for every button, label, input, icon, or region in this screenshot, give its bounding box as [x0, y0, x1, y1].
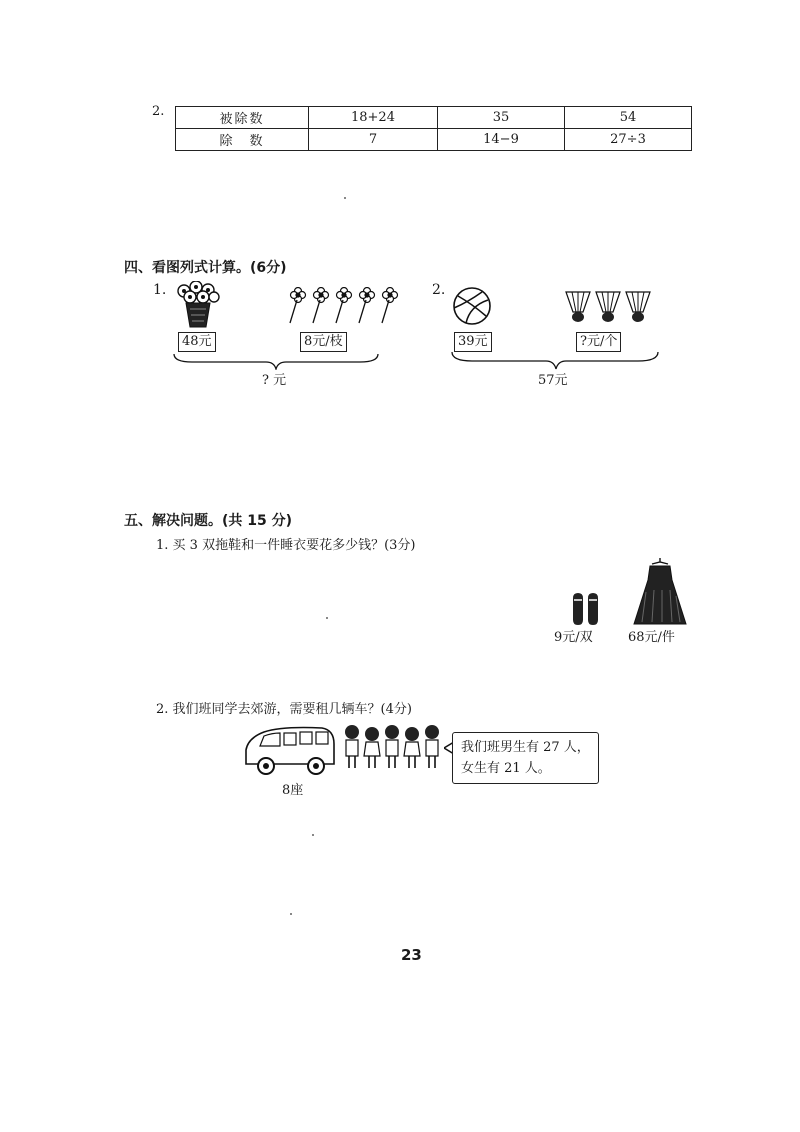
question-text: 1. 买 3 双拖鞋和一件睡衣要花多少钱？(3分) [156, 538, 416, 553]
total-label: 57元 [538, 373, 568, 388]
bus-seats-label: 8座 [282, 783, 304, 798]
table-cell: 27÷3 [565, 129, 692, 151]
bus-icon [242, 724, 338, 776]
price-box: 39元 [454, 332, 492, 352]
table-row [176, 107, 692, 129]
total-brace [450, 350, 660, 370]
speech-bubble [452, 732, 599, 784]
section-4-title: 四、看图列式计算。(6分) [124, 260, 287, 276]
dress-icon [632, 556, 688, 626]
table-cell: 14−9 [438, 129, 565, 151]
question-number: 2. [152, 104, 165, 119]
total-label: ? 元 [262, 373, 287, 388]
price-box: 48元 [178, 332, 216, 352]
single-flower-icons [286, 287, 406, 327]
children-icon [342, 722, 446, 772]
price-box: ?元/个 [576, 332, 621, 352]
scan-speck [344, 197, 346, 199]
question-number: 2. [432, 282, 446, 298]
scan-speck [312, 834, 314, 836]
volleyball-icon [452, 286, 492, 326]
flower-bouquet-icon [174, 281, 222, 329]
table-row [176, 129, 692, 151]
price-label: 9元/双 [554, 630, 593, 645]
division-table [175, 106, 692, 151]
section-5-title: 五、解决问题。(共 15 分) [124, 513, 293, 529]
table-cell: 18+24 [309, 107, 438, 129]
table-cell: 7 [309, 129, 438, 151]
question-text: 2. 我们班同学去郊游，需要租几辆车？(4分) [156, 702, 412, 717]
price-label: 68元/件 [628, 630, 675, 645]
price-box: 8元/枝 [300, 332, 347, 352]
page-number: 23 [401, 946, 422, 964]
slippers-icon [569, 592, 603, 626]
table-row-label: 除 数 [176, 129, 309, 151]
table-cell: 35 [438, 107, 565, 129]
speech-line: 女生有 21 人。 [461, 761, 551, 776]
speech-line: 我们班男生有 27 人， [461, 740, 590, 755]
total-brace [172, 352, 380, 370]
question-number: 1. [153, 282, 167, 298]
table-row-label: 被除数 [176, 107, 309, 129]
shuttlecock-icons [564, 290, 654, 324]
table-cell: 54 [565, 107, 692, 129]
scan-speck [290, 913, 292, 915]
scan-speck [326, 617, 328, 619]
